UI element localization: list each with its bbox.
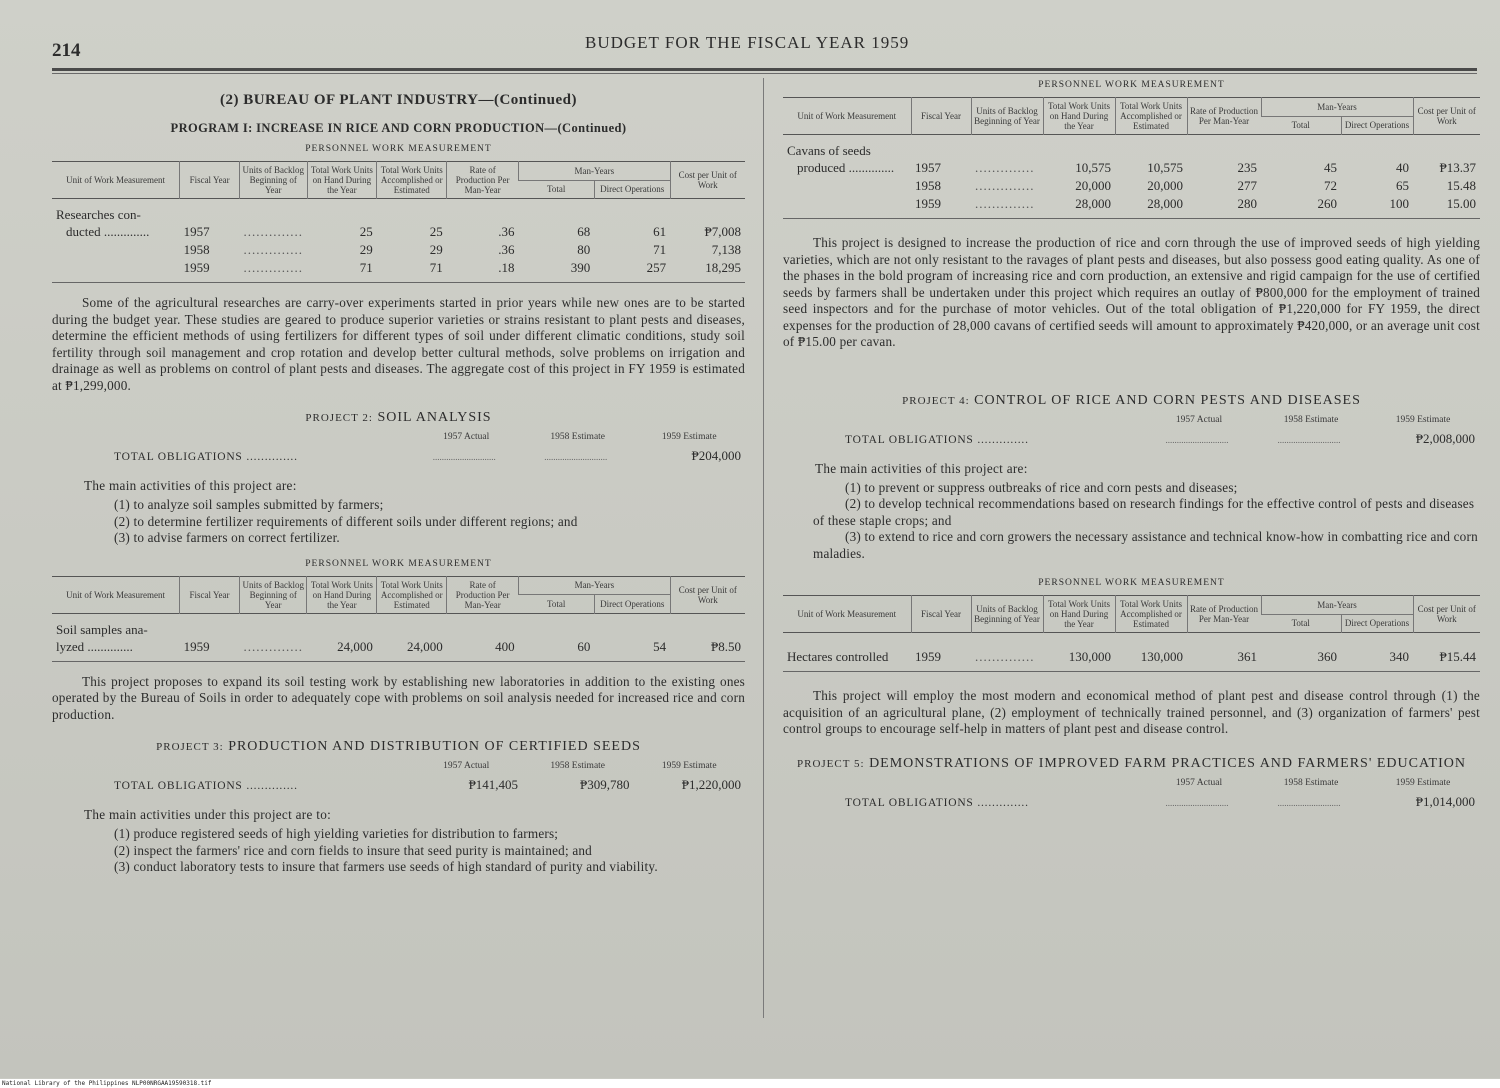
table-row: 1959 .............. 28,000 28,000 280 260 100 15.00 — [783, 195, 1480, 219]
th-cost: Cost per Unit of Work — [670, 162, 745, 199]
list-item: (3) conduct laboratory tests to insure that farmers use seeds of high standard of purity and viability. — [114, 859, 658, 874]
rate: 235 — [1237, 160, 1257, 175]
table-row — [52, 199, 745, 224]
fiscal-year: 1959 — [915, 196, 941, 211]
obligation-1957: ₱141,405 — [468, 777, 519, 792]
cost-per-unit: ₱8.50 — [711, 638, 741, 654]
th-rate: Rate of Production Per Man-Year — [447, 576, 519, 613]
pwm-title: PERSONNEL WORK MEASUREMENT — [1038, 80, 1225, 90]
scan-source-footer: National Library of the Philippines NLP00NRGAA19590318.tif — [0, 1079, 1500, 1088]
th-man-years: Man-Years — [519, 162, 671, 181]
man-years-total: 60 — [577, 638, 591, 654]
activities-list — [52, 826, 745, 876]
paragraph-pests: This project will employ the most modern and economical method of plant pest and disease control through (1) the acquisition of an agricultural plane, (2) employment of technically trained personnel, and (3) organization of farmers' pest control groups to encourage self-help in matters of plant pest and disease control. — [783, 688, 1480, 736]
th-rate: Rate of Production Per Man-Year — [1187, 596, 1261, 633]
list-item: (1) produce registered seeds of high yielding varieties for distribution to farmers; — [114, 826, 559, 841]
accomplished: 20,000 — [1147, 178, 1183, 193]
paragraph-soil: This project proposes to expand its soil testing work by establishing new laboratories in addition to the existing ones operated by the Bureau of Soils in order to adequately cope with problems on soil analysis needed for increased rice and corn production. — [52, 673, 745, 722]
list-item: (2) inspect the farmers' rice and corn fields to insure that seed purity is maintained; and — [114, 842, 592, 858]
obligation-1959: ₱204,000 — [691, 448, 742, 463]
th-man-years: Man-Years — [1261, 596, 1413, 615]
work-measurement-table-seeds — [783, 97, 1480, 219]
total-obligations-row: TOTAL OBLIGATIONS .............. ₱141,405 ₱309,780 ₱1,220,000 — [52, 777, 745, 793]
cost-per-unit: ₱13.37 — [1439, 160, 1476, 175]
total-obligations-row: TOTAL OBLIGATIONS .............. ............................ ............................ ₱1,014,000 — [783, 794, 1480, 810]
table-row: 1958 .............. 29 29 .36 80 71 7,138 — [52, 241, 745, 259]
th-rate: Rate of Production Per Man-Year — [1187, 98, 1261, 135]
on-hand: 71 — [359, 260, 373, 275]
work-measurement-table-researches — [52, 161, 745, 283]
man-years-total: 360 — [1317, 649, 1337, 664]
man-years-direct: 100 — [1389, 196, 1409, 211]
fiscal-year: 1957 — [915, 160, 941, 175]
rate: 280 — [1237, 196, 1257, 211]
total-obligations-row: TOTAL OBLIGATIONS .............. ............................ ............................ ₱2,008,000 — [783, 431, 1480, 447]
th-on-hand: Total Work Units on Hand During the Year — [307, 576, 377, 613]
fiscal-year: 1959 — [183, 638, 210, 654]
cost-per-unit: 15.00 — [1446, 196, 1476, 211]
program-title: PROGRAM I: INCREASE IN RICE AND CORN PRODUCTION—(Continued) — [170, 121, 627, 135]
bureau-title: (2) BUREAU OF PLANT INDUSTRY—(Continued) — [219, 92, 577, 108]
th-fiscal: Fiscal Year — [911, 98, 971, 135]
paragraph-researches: Some of the agricultural researches are carry-over experiments started in prior years while new ones are to be started during the budget year. These studies are geared to produce superior varieties or strains resistant to plant pests and diseases, determine the efficient methods of using fertilizers for different types of soil under different climatic conditions, study soil fertility through soil management and crop rotation and develop better cultural methods, solve problems on irrigation and drainage as well as problems on control of plant pests and diseases. The aggregate cost of this project in FY 1959 is estimated at ₱1,299,000. — [52, 295, 745, 393]
th-unit: Unit of Work Measurement — [66, 175, 165, 185]
rate: .18 — [498, 260, 515, 275]
activities-list — [783, 480, 1480, 563]
th-fiscal: Fiscal Year — [180, 576, 240, 613]
pwm-title: PERSONNEL WORK MEASUREMENT — [1038, 578, 1225, 588]
unit-of-work: Cavans of seeds — [787, 143, 871, 158]
th-cost: Cost per Unit of Work — [1413, 98, 1480, 135]
th-backlog: Units of Backlog Beginning of Year — [971, 98, 1043, 135]
cost-per-unit: 7,138 — [711, 242, 741, 257]
total-obligations-row: TOTAL OBLIGATIONS .............. ............................ ............................ ₱204,000 — [52, 448, 745, 464]
unit-of-work: ducted — [66, 224, 101, 239]
accomplished: 29 — [429, 242, 443, 257]
obligations-header: 1957 Actual 1958 Estimate 1959 Estimate — [1175, 777, 1451, 788]
cost-per-unit: ₱15.44 — [1439, 649, 1476, 664]
activities-intro: The main activities of this project are: — [815, 460, 1028, 476]
list-item: (3) to extend to rice and corn growers the necessary assistance and technical know-how in combatting rice and corn maladies. — [813, 529, 1478, 561]
th-on-hand: Total Work Units on Hand During the Year — [1043, 596, 1115, 633]
th-accomplished: Total Work Units Accomplished or Estimated — [1115, 596, 1187, 633]
man-years-direct: 71 — [653, 242, 667, 257]
th-on-hand: Total Work Units on Hand During the Year — [307, 162, 377, 199]
on-hand: 29 — [359, 242, 373, 257]
th-fiscal: Fiscal Year — [180, 162, 240, 199]
table-row — [783, 135, 1480, 160]
rate: 277 — [1237, 178, 1257, 193]
accomplished: 25 — [429, 224, 443, 239]
man-years-direct: 65 — [1396, 178, 1409, 193]
fiscal-year: 1959 — [915, 649, 941, 664]
obligation-1959: ₱1,220,000 — [681, 777, 742, 792]
header-rule — [52, 68, 1477, 71]
pwm-title: PERSONNEL WORK MEASUREMENT — [305, 558, 492, 569]
accomplished: 28,000 — [1147, 196, 1183, 211]
running-head: BUDGET FOR THE FISCAL YEAR 1959 — [585, 33, 910, 52]
unit-of-work: lyzed — [56, 638, 85, 654]
obligation-1959: ₱2,008,000 — [1415, 430, 1475, 446]
accomplished: 130,000 — [1140, 649, 1183, 664]
th-direct: Direct Operations — [1341, 614, 1413, 633]
cost-per-unit: 15.48 — [1446, 178, 1476, 193]
th-on-hand: Total Work Units on Hand During the Year — [1043, 98, 1115, 135]
page-number: 214 — [52, 40, 81, 61]
th-direct: Direct Operations — [1341, 116, 1413, 135]
left-column — [52, 80, 745, 876]
obligation-1959: ₱1,014,000 — [1415, 793, 1475, 809]
man-years-total: 260 — [1317, 196, 1337, 211]
table-row: 1958 .............. 20,000 20,000 277 72 65 15.48 — [783, 177, 1480, 195]
th-unit: Unit of Work Measurement — [66, 589, 165, 600]
on-hand: 20,000 — [1075, 178, 1111, 193]
list-item: (3) to advise farmers on correct fertilizer. — [114, 530, 340, 545]
unit-of-work: Soil samples ana- — [56, 621, 148, 637]
th-backlog: Units of Backlog Beginning of Year — [239, 576, 307, 613]
work-measurement-table-soil — [52, 576, 745, 662]
on-hand: 24,000 — [337, 638, 373, 654]
table-row — [52, 613, 745, 638]
th-direct: Direct Operations — [594, 595, 670, 614]
man-years-total: 72 — [1324, 178, 1337, 193]
th-fiscal: Fiscal Year — [911, 596, 971, 633]
header-rule-thin — [52, 73, 1477, 74]
table-row: produced .............. 1957 .............. 10,575 10,575 235 45 40 ₱13.37 — [783, 159, 1480, 177]
activities-list — [52, 497, 745, 547]
activities-intro: The main activities under this project are to: — [84, 807, 332, 822]
rate: .36 — [498, 242, 515, 257]
th-total: Total — [1261, 116, 1341, 135]
unit-of-work: Researches con- — [56, 207, 141, 222]
list-item: (2) to determine fertilizer requirements of different soils under different regions; and — [114, 513, 578, 529]
man-years-direct: 340 — [1389, 649, 1409, 664]
th-accomplished: Total Work Units Accomplished or Estimated — [1115, 98, 1187, 135]
th-direct: Direct Operations — [594, 180, 670, 199]
column-divider — [763, 78, 764, 1018]
fiscal-year: 1958 — [183, 242, 210, 257]
on-hand: 10,575 — [1075, 160, 1111, 175]
man-years-direct: 61 — [653, 224, 667, 239]
work-measurement-table-pests — [783, 595, 1480, 672]
man-years-total: 45 — [1324, 160, 1337, 175]
activities-intro: The main activities of this project are: — [84, 478, 297, 493]
list-item: (1) to analyze soil samples submitted by farmers; — [114, 497, 384, 512]
table-row: 1959 .............. 71 71 .18 390 257 18,295 — [52, 259, 745, 283]
rate: 361 — [1237, 649, 1257, 664]
list-item: (1) to prevent or suppress outbreaks of rice and corn pests and diseases; — [845, 479, 1238, 495]
obligations-header: 1957 Actual 1958 Estimate 1959 Estimate — [443, 761, 717, 771]
th-backlog: Units of Backlog Beginning of Year — [971, 596, 1043, 633]
fiscal-year: 1959 — [183, 260, 210, 275]
project-3-title: PROJECT 3: PRODUCTION AND DISTRIBUTION OF CERTIFIED SEEDS — [156, 739, 641, 754]
project-4-title: PROJECT 4: CONTROL OF RICE AND CORN PESTS AND DISEASES — [902, 392, 1361, 408]
paragraph-seeds: This project is designed to increase the production of rice and corn through the use of improved seeds of high yielding varieties, which are not only resistant to the ravages of plant pests and diseases, but also possess good eating quality. As one of the phases in the bold program of increasing rice and corn production, an extensive and rigid campaign for the use of certified seeds by farmers shall be undertaken under this project which requires an outlay of ₱800,000 for the employment of trained seed inspectors and for the purchase of motor vehicles. Out of the total obligation of ₱1,220,000 for FY 1959, the direct expenses for the production of 28,000 cavans of certified seeds will amount to approximately ₱420,000, or an average unit cost of ₱15.00 per cavan. — [783, 235, 1480, 349]
on-hand: 28,000 — [1075, 196, 1111, 211]
pwm-title: PERSONNEL WORK MEASUREMENT — [305, 144, 492, 154]
accomplished: 24,000 — [407, 638, 443, 654]
cost-per-unit: ₱7,008 — [704, 224, 741, 239]
obligations-header: 1957 Actual 1958 Estimate 1959 Estimate — [443, 432, 717, 442]
list-item: (2) to develop technical recommendations based on research findings for the effective control of pests and diseases of these staple crops; and — [813, 496, 1475, 528]
fiscal-year: 1957 — [183, 224, 210, 239]
th-backlog: Units of Backlog Beginning of Year — [240, 162, 308, 199]
man-years-total: 68 — [577, 224, 591, 239]
on-hand: 25 — [359, 224, 373, 239]
th-cost: Cost per Unit of Work — [1413, 596, 1480, 633]
unit-of-work: Hectares controlled — [787, 649, 889, 664]
th-total: Total — [519, 180, 595, 199]
accomplished: 10,575 — [1147, 160, 1183, 175]
th-cost: Cost per Unit of Work — [670, 576, 745, 613]
man-years-total: 390 — [570, 260, 591, 275]
unit-of-work: produced — [797, 160, 846, 175]
man-years-total: 80 — [577, 242, 591, 257]
th-total: Total — [519, 595, 595, 614]
man-years-direct: 40 — [1396, 160, 1409, 175]
cost-per-unit: 18,295 — [705, 260, 741, 275]
th-rate: Rate of Production Per Man-Year — [447, 162, 519, 199]
rate: .36 — [498, 224, 515, 239]
obligations-header: 1957 Actual 1958 Estimate 1959 Estimate — [1175, 414, 1451, 425]
man-years-direct: 257 — [646, 260, 667, 275]
th-unit: Unit of Work Measurement — [797, 609, 897, 619]
th-accomplished: Total Work Units Accomplished or Estimated — [377, 576, 447, 613]
obligation-1958: ₱309,780 — [580, 777, 630, 792]
th-unit: Unit of Work Measurement — [797, 111, 897, 121]
th-man-years: Man-Years — [519, 576, 671, 595]
th-man-years: Man-Years — [1261, 98, 1413, 117]
project-2-title: PROJECT 2: SOIL ANALYSIS — [305, 410, 492, 425]
table-row: Hectares controlled 1959 .............. 130,000 130,000 361 360 340 ₱15.44 — [783, 633, 1480, 672]
rate: 400 — [495, 638, 515, 654]
man-years-direct: 54 — [653, 638, 667, 654]
table-row: ducted .............. 1957 .............. 25 25 .36 68 61 ₱7,008 — [52, 223, 745, 241]
th-accomplished: Total Work Units Accomplished or Estimated — [377, 162, 447, 199]
table-row: lyzed .............. 1959 .............. 24,000 24,000 400 60 54 ₱8.50 — [52, 638, 745, 662]
th-total: Total — [1261, 614, 1341, 633]
on-hand: 130,000 — [1068, 649, 1111, 664]
project-5-title: PROJECT 5: DEMONSTRATIONS OF IMPROVED FARM PRACTICES AND FARMERS' EDUCATION — [797, 755, 1466, 771]
fiscal-year: 1958 — [915, 178, 941, 193]
accomplished: 71 — [429, 260, 443, 275]
right-column — [783, 80, 1480, 810]
